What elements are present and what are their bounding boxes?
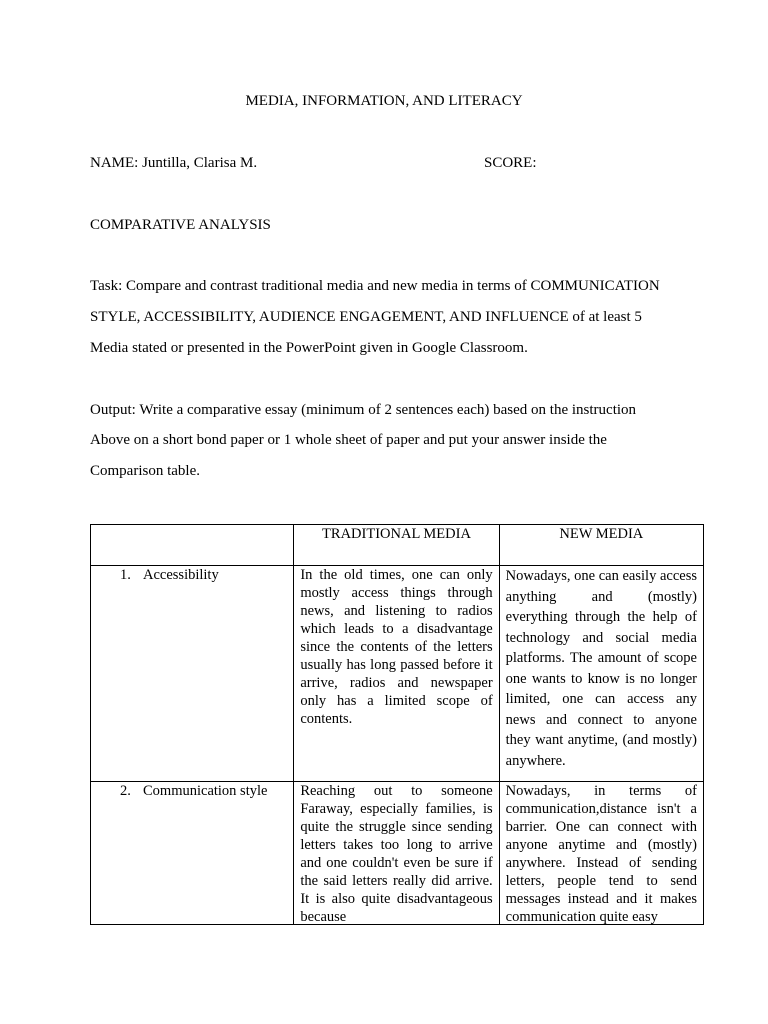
row-label [91, 782, 294, 925]
output-line-2: Above on a short bond paper or 1 whole sheet of paper and put your answer inside the [90, 432, 607, 448]
row-label-text: Communication style [143, 783, 268, 799]
student-name: NAME: Juntilla, Clarisa M. [90, 155, 258, 171]
section-title: COMPARATIVE ANALYSIS [90, 217, 271, 233]
header-cell-empty [91, 525, 294, 566]
header-traditional-media: TRADITIONAL MEDIA [294, 525, 499, 566]
traditional-media-text: Reaching out to someone Faraway, especially families, is quite the struggle since sending letters takes too long to arrive and one couldn't even be sure if the said letters really did arrive. It is also quite disadvantageous because [300, 783, 493, 924]
table-row [91, 782, 704, 925]
new-media-text: Nowadays, in terms of communication,distance isn't a barrier. One can connect with anyone anytime and (mostly) anywhere. Instead of sending letters, people tend to send messages instead and it makes communication quite easy [505, 783, 697, 924]
task-line-2: STYLE, ACCESSIBILITY, AUDIENCE ENGAGEMENT, AND INFLUENCE of at least 5 [90, 309, 642, 325]
output-line-3: Comparison table. [90, 463, 200, 479]
new-media-cell: Nowadays, one can easily access anything and (mostly) everything through the help of technology and social media platforms. The amount of scope one wants to know is no longer limited, one can access any news and connect to anyone they want anytime, (and mostly) anywhere. [499, 566, 703, 782]
header-new-media: NEW MEDIA [499, 525, 703, 566]
row-label-text: Accessibility [143, 567, 219, 583]
task-line-1: Task: Compare and contrast traditional media and new media in terms of COMMUNICATION [90, 278, 660, 294]
table-header-row [91, 525, 704, 566]
row-label [91, 566, 294, 782]
task-line-3: Media stated or presented in the PowerPoint given in Google Classroom. [90, 340, 528, 356]
traditional-media-cell [294, 782, 499, 925]
output-line-1: Output: Write a comparative essay (minimum of 2 sentences each) based on the instruction [90, 402, 637, 418]
row-number: 1. [120, 567, 131, 583]
document-title: MEDIA, INFORMATION, AND LITERACY [245, 93, 523, 109]
comparison-table [90, 524, 704, 925]
new-media-cell [499, 782, 703, 925]
score-label: SCORE: [484, 155, 537, 171]
traditional-media-cell: In the old times, one can only mostly access things through news, and listening to radios which leads to a disadvantage since the contents of the letters usually has long passed before it arrive, radios and newspaper only has a limited scope of contents. [294, 566, 499, 782]
row-number: 2. [120, 783, 131, 799]
table-row [91, 566, 704, 782]
